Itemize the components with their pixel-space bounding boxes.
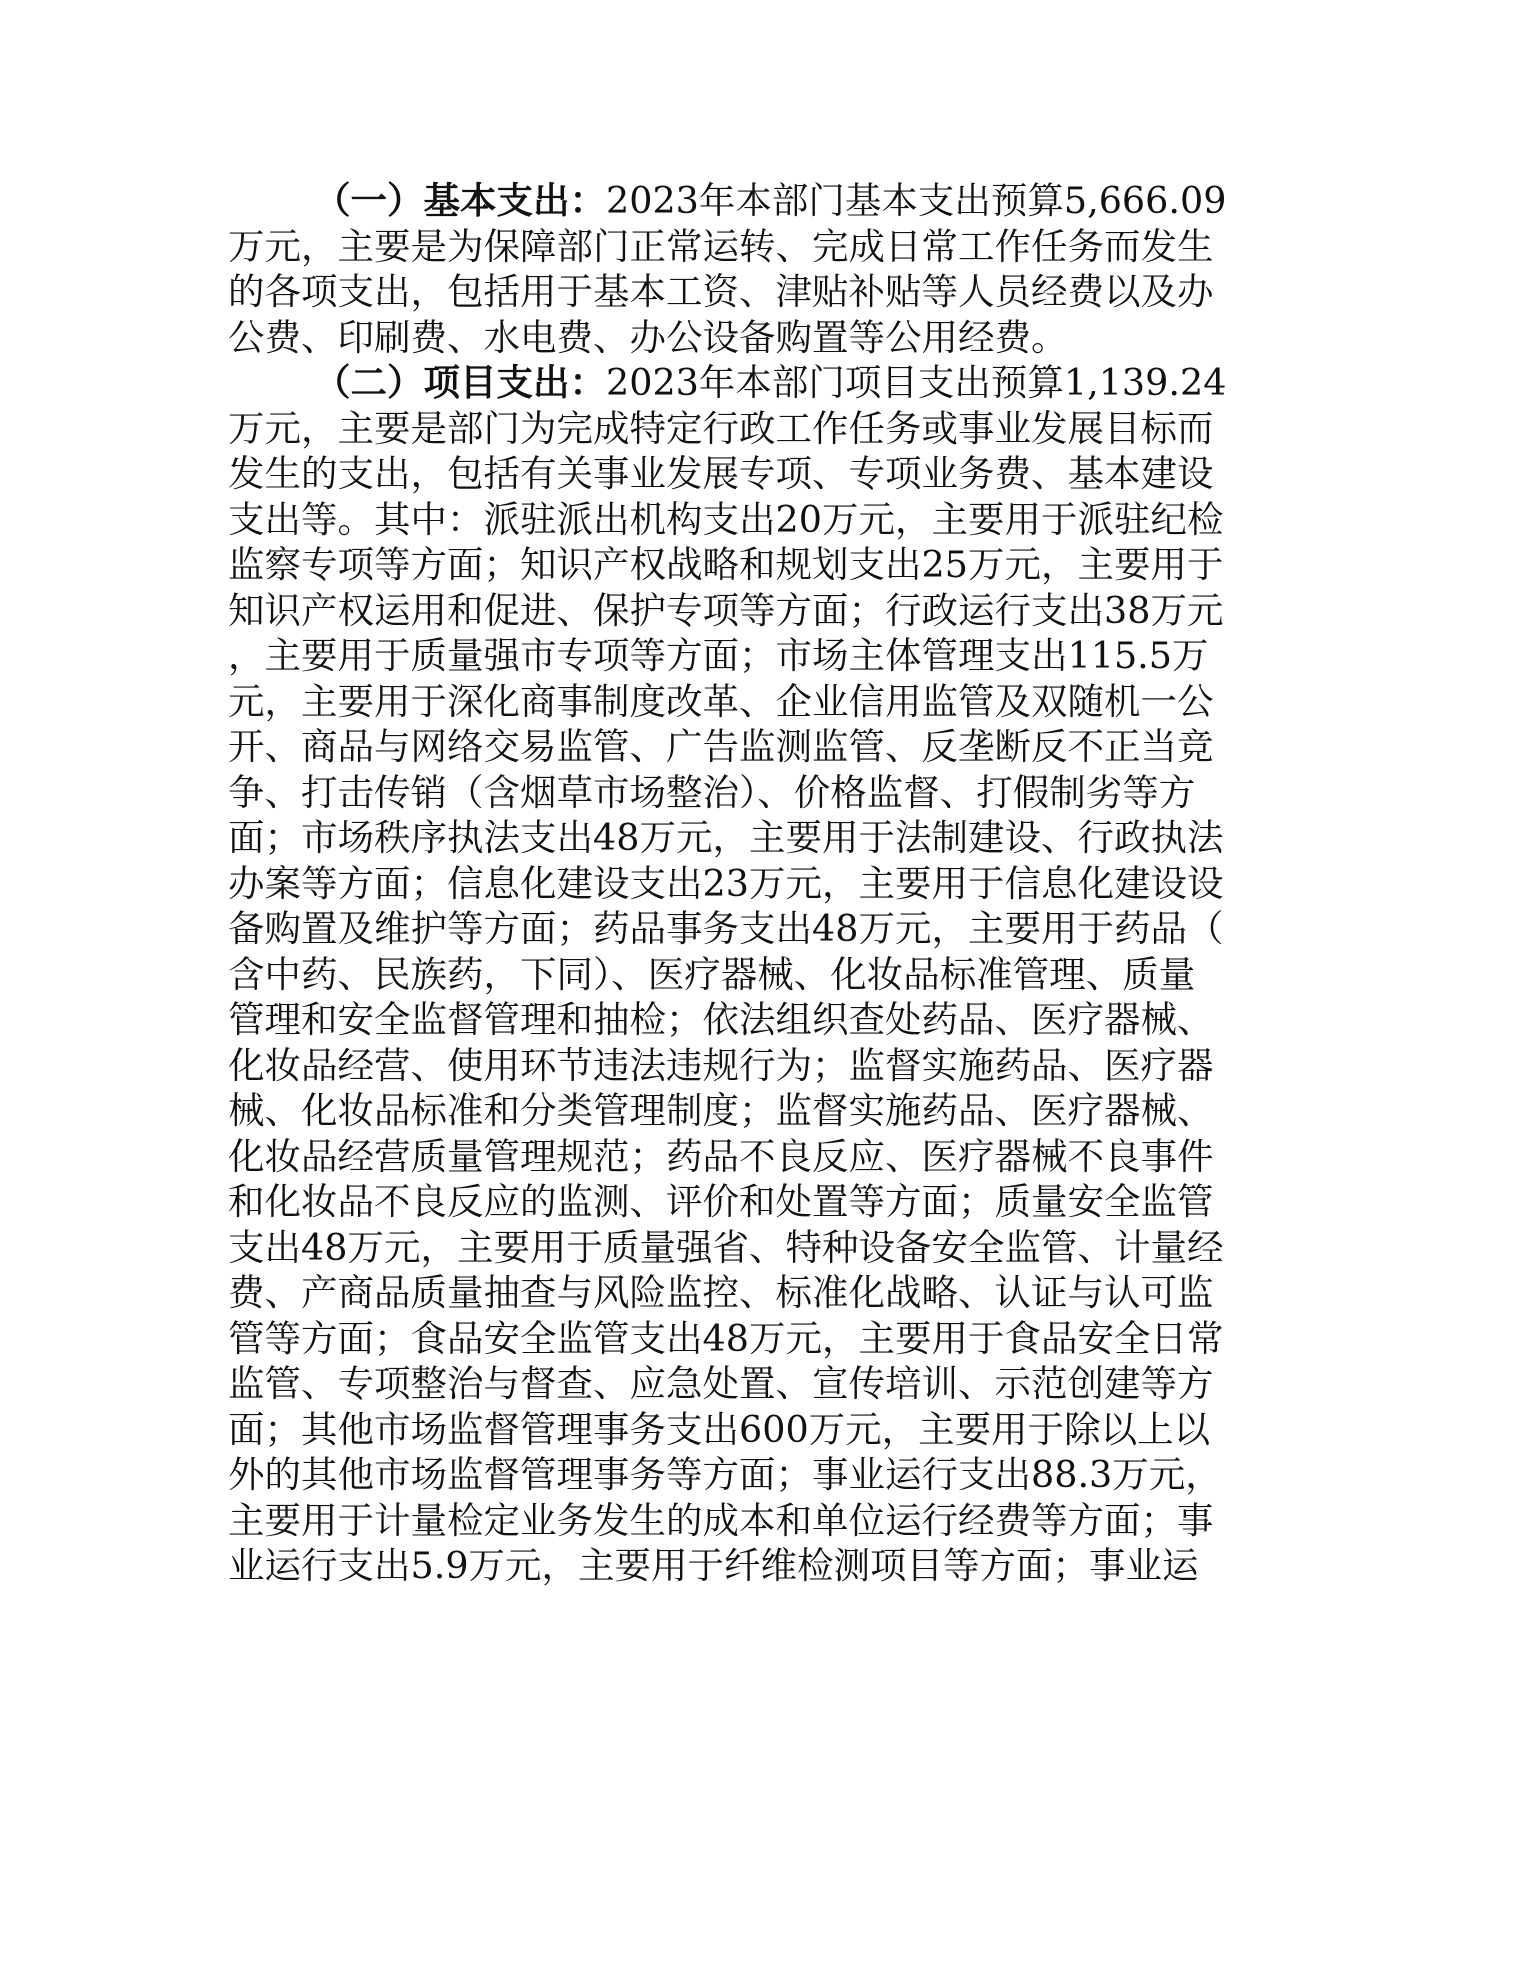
- paragraph-2-line: 主要用于计量检定业务发生的成本和单位运行经费等方面；事: [228, 1498, 1214, 1542]
- paragraph-2-line: 费、产商品质量抽查与风险监控、标准化战略、认证与认可监: [228, 1271, 1214, 1314]
- paragraph-1-text: 2023年本部门基本支出预算5,666.09: [606, 179, 1227, 222]
- paragraph-1-line: 的各项支出，包括用于基本工资、津贴补贴等人员经费以及办: [228, 270, 1214, 313]
- paragraph-2-line: 元，主要用于深化商事制度改革、企业信用监管及双随机一公: [228, 679, 1214, 723]
- paragraph-2-line: 面；市场秩序执法支出48万元，主要用于法制建设、行政执法: [228, 816, 1224, 859]
- paragraph-2-line: 化妆品经营、使用环节违法违规行为；监督实施药品、医疗器: [228, 1043, 1214, 1087]
- paragraph-2-line: 化妆品经营质量管理规范；药品不良反应、医疗器械不良事件: [228, 1134, 1214, 1178]
- paragraph-2-line: 含中药、民族药，下同）、医疗器械、化妆品标准管理、质量: [228, 952, 1196, 996]
- paragraph-2-line: 支出等。其中：派驻派出机构支出20万元，主要用于派驻纪检: [228, 497, 1224, 541]
- paragraph-2-line: 万元，主要是部门为完成特定行政工作任务或事业发展目标而: [228, 406, 1214, 450]
- paragraph-2-text: 2023年本部门项目支出预算1,139.24: [606, 361, 1227, 404]
- document-body: [228, 178, 1298, 1589]
- paragraph-2-line: 知识产权运用和促进、保护专项等方面；行政运行支出38万元: [228, 588, 1224, 632]
- paragraph-2-heading: （二）项目支出：: [314, 361, 606, 404]
- paragraph-1-heading: （一）基本支出：: [314, 179, 606, 222]
- paragraph-2-line-1: [228, 360, 1298, 406]
- paragraph-2-line: 业运行支出5.9万元，主要用于纤维检测项目等方面；事业运: [228, 1544, 1199, 1587]
- paragraph-2-line: 支出48万元，主要用于质量强省、特种设备安全监管、计量经: [228, 1225, 1224, 1269]
- paragraph-2-line: 面；其他市场监督管理事务支出600万元，主要用于除以上以: [228, 1407, 1211, 1451]
- paragraph-2-line: 发生的支出，包括有关事业发展专项、专项业务费、基本建设: [228, 452, 1214, 495]
- paragraph-2-line: 外的其他市场监督管理事务等方面；事业运行支出88.3万元，: [228, 1453, 1222, 1496]
- paragraph-2-line: 办案等方面；信息化建设支出23万元，主要用于信息化建设设: [228, 861, 1224, 905]
- paragraph-1-line: 万元，主要是为保障部门正常运转、完成日常工作任务而发生: [228, 224, 1214, 268]
- paragraph-2-line: 监管、专项整治与督查、应急处置、宣传培训、示范创建等方: [228, 1362, 1214, 1405]
- paragraph-2-line: 管等方面；食品安全监管支出48万元，主要用于食品安全日常: [228, 1316, 1224, 1360]
- paragraph-2-line: 开、商品与网络交易监管、广告监测监管、反垄断反不正当竞: [228, 725, 1214, 768]
- paragraph-2-line: ，主要用于质量强市专项等方面；市场主体管理支出115.5万: [228, 634, 1209, 677]
- paragraph-2-line: 争、打击传销（含烟草市场整治）、价格监督、打假制劣等方: [228, 770, 1196, 814]
- paragraph-2-line: 械、化妆品标准和分类管理制度；监督实施药品、医疗器械、: [228, 1089, 1214, 1132]
- paragraph-2-line: 监察专项等方面；知识产权战略和规划支出25万元，主要用于: [228, 543, 1224, 586]
- paragraph-2-line: 备购置及维护等方面；药品事务支出48万元，主要用于药品（: [228, 907, 1224, 950]
- paragraph-2-line: 管理和安全监督管理和抽检；依法组织查处药品、医疗器械、: [228, 998, 1214, 1041]
- paragraph-1-line-1: [228, 178, 1298, 224]
- paragraph-2-line: 和化妆品不良反应的监测、评价和处置等方面；质量安全监管: [228, 1180, 1214, 1223]
- paragraph-1-line: 公费、印刷费、水电费、办公设备购置等公用经费。: [228, 315, 1068, 359]
